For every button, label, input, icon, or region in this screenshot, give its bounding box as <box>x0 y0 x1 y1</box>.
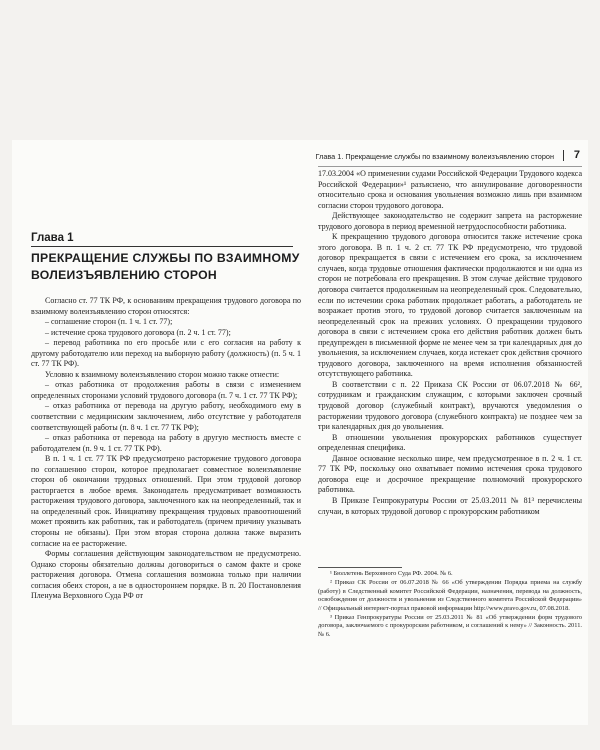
paragraph: В соответствии с п. 22 Приказа СК России от 06.07.2018 № 66², сотрудникам и гражданским служащим, с которыми заключен срочный трудовой договор (служебный контракт), вручаются уведомления о расторжении трудового договора (служебного контракта) не позднее чем за три календарных дня до увольнения. <box>318 379 582 432</box>
list-item: – перевод работника по его просьбе или с его согласия на работу к другому работодателю или переход на выборную работу (должность) (п. 5 ч. 1 ст. 77 ТК РФ). <box>31 338 301 369</box>
running-header <box>315 148 582 167</box>
left-column <box>31 296 301 602</box>
footnotes <box>318 570 582 640</box>
paragraph: Действующее законодательство не содержит запрета на расторжение трудового договора в период временной нетрудоспособности работника. <box>318 211 582 231</box>
paragraph: 17.03.2004 «О применении судами Российской Федерации Трудового кодекса Российской Федерации»¹ разъяснено, что аннулирование договоренности относительно срока и основания увольнения возможно лишь при взаимном согласии сторон трудового договора. <box>318 169 582 210</box>
paragraph: В п. 1 ч. 1 ст. 77 ТК РФ предусмотрено расторжение трудового договора по соглашению сторон, которое предполагает совместное волеизъявление сторон об окончании трудовых отношений. При этом трудовой договор расторгается в любое время. Законодатель предусматривает возможность расторжения трудового договора, заключенного как на неопределенный, так и на определенный срок. Инициативу прекращения трудовых правоотношений может проявить как работник, так и работодатель (причем причину указывать стороны не обязаны). При этом вторая сторона должна также выразить согласие на ее расторжение. <box>31 454 301 548</box>
right-column <box>318 169 582 517</box>
paragraph: В отношении увольнения прокурорских работников существует определенная специфика. <box>318 432 582 453</box>
chapter-label: Глава 1 <box>31 232 293 247</box>
footnote-rule <box>318 567 402 568</box>
paragraph: Данное основание несколько шире, чем предусмотренное в п. 2 ч. 1 ст. 77 ТК РФ, поскольку оно охватывает помимо истечения срока трудового договора еще и досрочное прекращение полномочий прокурорского работника. <box>318 453 582 495</box>
chapter-heading <box>31 232 303 284</box>
page-number: 7 <box>573 149 580 161</box>
footnote: ² Приказ СК России от 06.07.2018 № 66 «Об утверждении Порядка приема на службу (работу) в Следственный комитет Российской Федерации, назначения, перевода на должность, освобождения от должности и увольнения из Следственного комитета Российской Федерации» // Официальный интернет-портал правовой информации http://www.pravo.gov.ru, 07.08.2018. <box>318 579 582 612</box>
paragraph: Условно к взаимному волеизъявлению сторон можно также отнести: <box>45 369 280 379</box>
footnote: ³ Приказ Генпрокуратуры России от 25.03.2011 № 81 «Об утверждении форм трудового договора, заключаемого с прокурорским работником, и соглашений к нему» // Законность. 2011. № 6. <box>318 614 582 638</box>
list-item: – отказ работника от продолжения работы в связи с изменением определенных сторонами условий трудового договора (п. 7 ч. 1 ст. 77 ТК РФ); <box>31 380 301 400</box>
list-item: – соглашение сторон (п. 1 ч. 1 ст. 77); <box>45 317 173 327</box>
list-item: – истечение срока трудового договора (п. 2 ч. 1 ст. 77); <box>45 327 231 337</box>
paragraph: Формы соглашения действующим законодательством не предусмотрено. Однако стороны обязательно должны договориться о самом факте и сроке расторжения договора. Отмена соглашения возможна только при наличии согласия обеих сторон, а не в одностороннем порядке. В п. 20 Постановления Пленума Верховного Суда РФ от <box>31 549 301 601</box>
list-item: – отказ работника от перевода на другую работу, необходимого ему в соответствии с медицинским заключением, либо отсутствие у работодателя соответствующей работы (п. 8 ч. 1 ст. 77 ТК РФ); <box>31 401 301 432</box>
chapter-title-line-1: ПРЕКРАЩЕНИЕ СЛУЖБЫ ПО ВЗАИМНОМУ <box>31 251 300 265</box>
chapter-title-line-2: ВОЛЕИЗЪЯВЛЕНИЮ СТОРОН <box>31 268 218 282</box>
footnote: ¹ Бюллетень Верховного Суда РФ. 2004. № 6. <box>330 570 453 577</box>
header-separator <box>563 150 564 161</box>
running-title: Глава 1. Прекращение службы по взаимному волеизъявлению сторон <box>315 152 554 161</box>
chapter-title <box>31 250 303 284</box>
paragraph: В Приказе Генпрокуратуры России от 25.03.2011 № 81³ перечислены случаи, в которых трудовой договор с прокурорским работником <box>318 495 582 516</box>
paragraph: К прекращению трудового договора относится также истечение срока этого договора. В п. 1 ч. 2 ст. 77 ТК РФ предусмотрено, что трудовой договор прекращается в связи с истечением его срока, за исключением случаев, когда трудовые отношения фактически продолжаются и ни одна из сторон не потребовала его прекращения. В этом случае действие трудового договора считается продолженным на неопределенный срок. Следовательно, если по истечении срока работник продолжает работать, а работодатель не возражает против этого, то трудовой договор считается заключенным на неопределенный срок на прежних условиях. О прекращении трудового договора в связи с истечением срока его действия работник должен быть предупрежден в письменной форме не менее чем за три календарных дня до увольнения, за исключением случаев, когда истекает срок действия срочного трудового договора, заключенного на время исполнения обязанностей отсутствующего работника. <box>318 232 582 379</box>
list-item: – отказ работника от перевода на работу в другую местность вместе с работодателем (п. 9 ч. 1 ст. 77 ТК РФ). <box>31 433 301 453</box>
paragraph: Согласно ст. 77 ТК РФ, к основаниям прекращения трудового договора по взаимному волеизъявлению сторон относятся: <box>31 296 301 316</box>
